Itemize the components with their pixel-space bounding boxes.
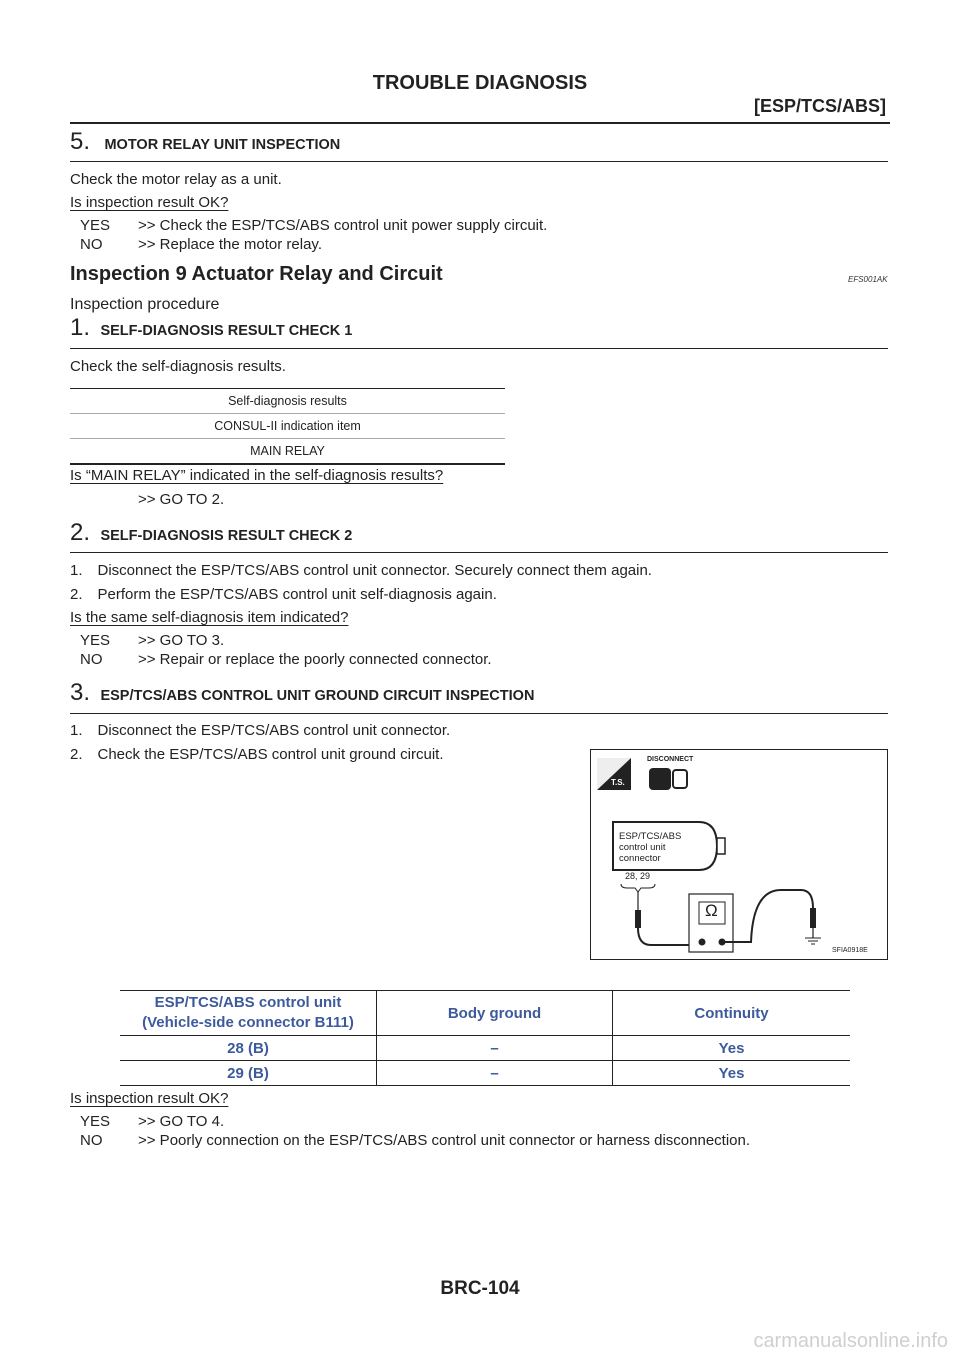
- table-cell: 28 (B): [120, 1036, 377, 1061]
- table-cell: –: [377, 1061, 613, 1086]
- no-label: NO: [80, 236, 103, 253]
- yes-text: >> GO TO 3.: [138, 632, 225, 649]
- circuit-figure: [590, 749, 888, 960]
- yes-text: >> GO TO 4.: [138, 1113, 225, 1130]
- table-row: [120, 1036, 850, 1061]
- yes-text: >> Check the ESP/TCS/ABS control unit power supply circuit.: [138, 217, 548, 234]
- step-number: 3.: [70, 679, 91, 706]
- step3-heading: [70, 679, 534, 707]
- step-text: Check the self-diagnosis results.: [70, 358, 286, 375]
- continuity-table: [120, 990, 850, 1086]
- disconnect-plug: [673, 770, 687, 788]
- connector-label: ESP/TCS/ABS control unit connector: [619, 831, 682, 864]
- page-number: BRC-104: [440, 1278, 520, 1299]
- step-title: MOTOR RELAY UNIT INSPECTION: [104, 137, 341, 153]
- step-number: 5.: [70, 128, 91, 155]
- list-item: 2. Perform the ESP/TCS/ABS control unit self-diagnosis again.: [70, 586, 497, 603]
- list-item: 2. Check the ESP/TCS/ABS control unit ground circuit.: [70, 746, 444, 763]
- table-row: [70, 389, 505, 414]
- no-text: >> Repair or replace the poorly connected connector.: [138, 651, 492, 668]
- go-text: >> GO TO 2.: [138, 491, 225, 508]
- probe-left: [635, 910, 641, 928]
- inspection-heading: Inspection 9 Actuator Relay and Circuit: [70, 263, 443, 285]
- inspection-question: Is inspection result OK?: [70, 1090, 229, 1107]
- table-cell: Yes: [613, 1036, 851, 1061]
- step-rule: [70, 552, 888, 553]
- wire-right: [722, 890, 813, 942]
- table-row: [70, 439, 505, 465]
- step-number: 2.: [70, 519, 91, 546]
- table-cell: –: [377, 1036, 613, 1061]
- figure-code: SFIA0918E: [832, 947, 868, 954]
- yes-label: YES: [80, 217, 111, 234]
- reference-code: EFS001AK: [848, 275, 888, 284]
- table-row: [70, 414, 505, 439]
- inspection-question: Is “MAIN RELAY” indicated in the self-diagnosis results?: [70, 467, 444, 484]
- table-row: [120, 1061, 850, 1086]
- section-label: [ESP/TCS/ABS]: [753, 96, 886, 116]
- probe-right: [810, 908, 816, 928]
- table-cell: MAIN RELAY: [70, 439, 505, 465]
- disconnect-label: DISCONNECT: [647, 756, 694, 763]
- table-cell: 29 (B): [120, 1061, 377, 1086]
- no-text: >> Poorly connection on the ESP/TCS/ABS control unit connector or harness disconnection.: [138, 1132, 751, 1149]
- step1-heading: [70, 314, 352, 342]
- step5-heading: [70, 128, 340, 156]
- table-cell: CONSUL-II indication item: [70, 414, 505, 439]
- step-rule: [70, 161, 888, 162]
- pin-label: 28, 29: [625, 871, 651, 881]
- column-header: ESP/TCS/ABS control unit (Vehicle-side connector B111): [120, 991, 377, 1036]
- table-header-row: [120, 991, 850, 1036]
- step-text: Check the motor relay as a unit.: [70, 171, 282, 188]
- no-text: >> Replace the motor relay.: [138, 236, 322, 253]
- step-rule: [70, 348, 888, 349]
- yes-label: YES: [80, 1113, 111, 1130]
- yes-label: YES: [80, 632, 111, 649]
- inspection-question: Is inspection result OK?: [70, 194, 229, 211]
- inspection-question: Is the same self-diagnosis item indicated?: [70, 609, 349, 626]
- pin-bracket: [621, 884, 655, 892]
- step-number: 1.: [70, 314, 91, 341]
- list-item: 1. Disconnect the ESP/TCS/ABS control unit connector.: [70, 722, 451, 739]
- ts-label: T.S.: [611, 778, 625, 787]
- header-rule: [70, 122, 890, 124]
- table-cell: Yes: [613, 1061, 851, 1086]
- procedure-label: Inspection procedure: [70, 296, 220, 313]
- step-title: SELF-DIAGNOSIS RESULT CHECK 1: [100, 323, 353, 339]
- self-diagnosis-table: [70, 388, 505, 465]
- column-header: Continuity: [613, 991, 851, 1036]
- step-title: SELF-DIAGNOSIS RESULT CHECK 2: [100, 528, 353, 544]
- page-title: TROUBLE DIAGNOSIS: [372, 72, 588, 94]
- list-item: 1. Disconnect the ESP/TCS/ABS control unit connector. Securely connect them again.: [70, 562, 652, 579]
- step-rule: [70, 713, 888, 714]
- connector-tab: [717, 838, 725, 854]
- watermark: carmanualsonline.info: [753, 1330, 948, 1352]
- ohmmeter-jack: [699, 939, 706, 946]
- disconnect-icon: [649, 768, 671, 790]
- table-cell: Self-diagnosis results: [70, 389, 505, 414]
- ohm-symbol: Ω: [705, 901, 718, 920]
- column-header: Body ground: [377, 991, 613, 1036]
- no-label: NO: [80, 1132, 103, 1149]
- no-label: NO: [80, 651, 103, 668]
- step2-heading: [70, 519, 352, 547]
- step-title: ESP/TCS/ABS CONTROL UNIT GROUND CIRCUIT INSPECTION: [100, 688, 535, 704]
